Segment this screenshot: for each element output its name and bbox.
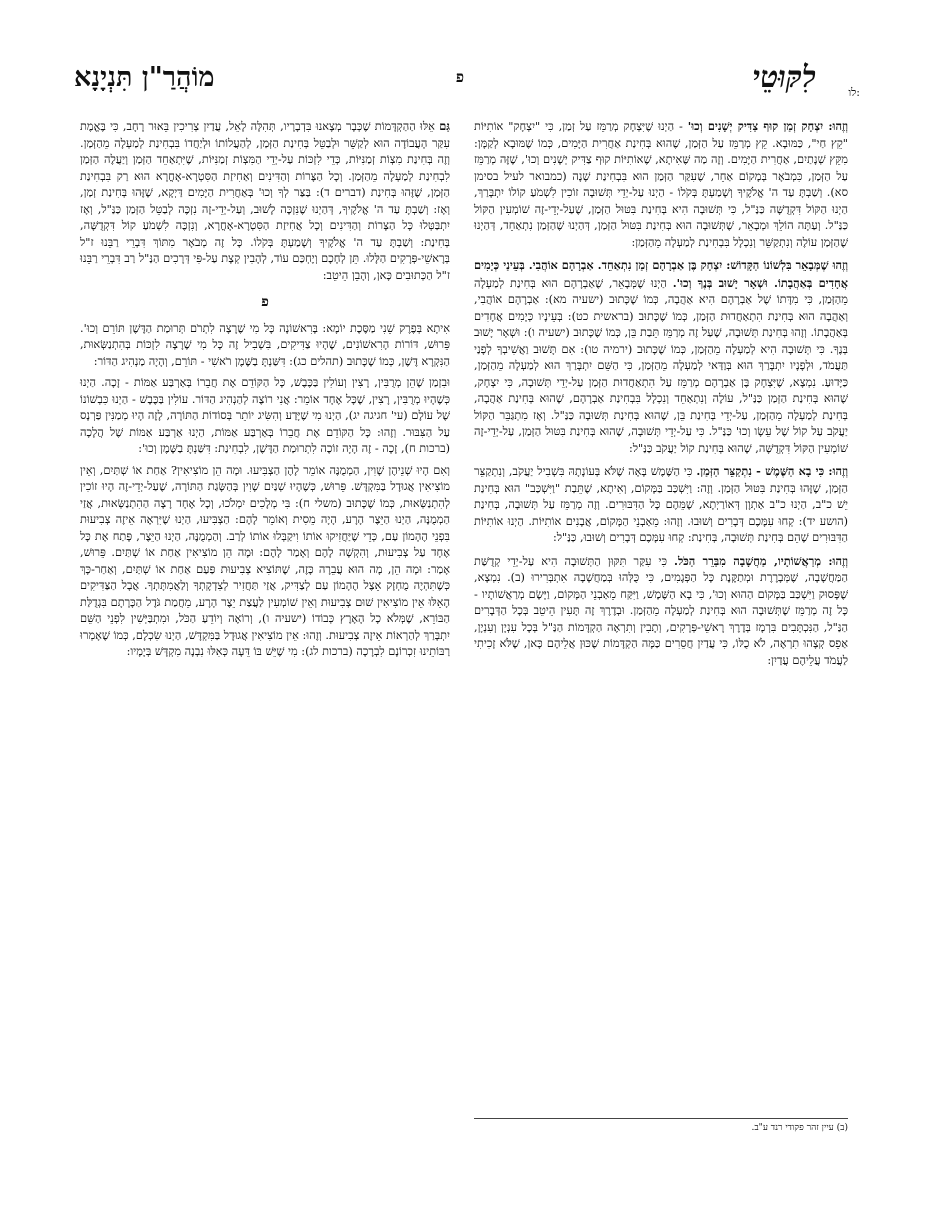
paragraph — [80, 321, 450, 371]
right-column — [474, 118, 848, 675]
folio-number: לו: — [848, 86, 860, 99]
paragraph-lead: וְזֶהוּ: מְרַאֲשׁוֹתָיו, מַחֲשָׁבָה מִבַּרֵר הַכֹּל. — [674, 553, 848, 568]
paragraph-lead: אִיתָא — [426, 321, 450, 335]
paragraph-lead: וְזֶהוּ: יִצְחָק זְמַן קוּף צַדִּיק יְשָׁנִים וְכוּ' — [687, 119, 848, 133]
paragraph-text: הָיוּ שְׁנֵיהֶן שָׁוִין, הַמְמֻנֶּה אוֹמֵר לָהֶן הַצְבִּיעוּ. וּמָה הֵן מוֹצִיאִין? אַחַת אוֹ שְׁתַּיִם, וְאֵין מוֹצִיאִין אֲגוּדָל בַּמִּקְדָּשׁ. פֵּרוּשׁ, כְּשֶׁהָיוּ שְׁנַיִם שָׁוִין בְּהַשָּׂגַת הַתּוֹרָה, שֶׁעַל-יְדֵי-זֶה הָיוּ זוֹכִין לְהִתְנַשְּׂאוּת, כְּמוֹ שֶׁכָּתוּב (משלי ח): בִּי מְלָכִים יִמְלֹכוּ, וְכָל אֶחָד רָצָה הַהִתְנַשְּׂאוּת, אֲזַי הַמְמֻנֶּה, הַיְנוּ הַיֵּצֶר הָרָע, הָיָה מֵסִית וְאוֹמֵר לָהֶם: הַצְבִּיעוּ, הַיְנוּ שֶׁיִּרְאֶה אֵיזֶה צְבִיעוּת בִּפְנֵי הֶהָמוֹן עַם, כְּדֵי שֶׁיַּחֲזִיקוּ אוֹתוֹ וִיקַבְּלוּ אוֹתוֹ לְרַב. וְהַמְמֻנֶּה, הַיְנוּ הַיֵּצֶר, פָּתַח אֶת כָּל אֶחָד עַל צְבִיעוּת, וְהִקְשָׁה לָהֶם וְאָמַר לָהֶם: וּמָה הֵן מוֹצִיאִין אַחַת אוֹ שְׁתַּיִם. פֵּרוּשׁ, אָמַר: וּמָה הֵן, מָה הוּא עֲבֵרָה כָּזֶה, שֶׁתּוֹצִיא צְבִיעוּת פַּעַם אַחַת אוֹ שְׁתַּיִם, וְאַחַר-כָּךְ כְּשֶׁתִּהְיֶה מֻחְזָק אֵצֶל הֶהָמוֹן עַם לְצַדִּיק, אֲזַי תַּחֲזִיר לְצִדְקָתְךָ וְלַאֲמִתָּתְךָ. אֲבָל הַצַּדִּיקִים הָאֵלּוּ אֵין מוֹצִיאִין שׁוּם צְבִיעוּת וְאֵין שׁוֹמְעִין לַעֲצַת יֵצֶר הָרָע, מֵחֲמַת גֹּדֶל הַכָּרָתָם בִּגְדֻלַּת הַבּוֹרֵא, שֶׁמְּלֹא כָל הָאָרֶץ כְּבוֹדוֹ (ישעיה ו), וְרוֹאֶה וְיוֹדֵעַ הַכֹּל, וּמִתְבַּיְּשִׁין לִפְנֵי הַשֵּׁם יִתְבָּרַךְ לְהַרְאוֹת אֵיזֶה צְבִיעוּת. וְזֶהוּ: אֵין מוֹצִיאִין אֲגוּדָל בַּמִּקְדָּשׁ, הַיְנוּ שִׂכְלָם, כְּמוֹ שֶׁאָמְרוּ רַבּוֹתֵינוּ זִכְרוֹנָם לִבְרָכָה (ברכות לג): מִי שֶׁיֵּשׁ בּוֹ דֵּעָה כְּאִלּוּ נִבְנָה מִקְדָּשׁ בְּיָמָיו: — [80, 463, 450, 658]
paragraph — [474, 553, 848, 670]
paragraph-lead: וּבִזְמַן — [428, 376, 450, 389]
paragraph-lead: גַּם — [439, 119, 450, 133]
paragraph — [80, 118, 450, 284]
book-title-left: מוֹהֲרַ"ן תִּנְיָנָא — [74, 62, 215, 93]
left-column — [80, 118, 450, 666]
book-title-right: לִקּוּטֵי — [752, 60, 816, 95]
page-header — [74, 58, 860, 99]
paragraph — [80, 375, 450, 458]
paragraph-text: כִּי עִקַּר תִּקּוּן הַתְּשׁוּבָה הִיא עַל-יְדֵי קְדֻשַּׁת הַמַּחֲשָׁבָה, שֶׁמְּבָרֶרֶת וּמְתַקֶּנֶת כָּל הַפְּגָמִים, כִּי כֻּלְּהוּ בְּמַחֲשָׁבָה אִתְבְּרִירוּ (ב). נִמְצָא, שֶׁפָּסוּק וַיִּשְׁכַּב בַּמָּקוֹם הַהוּא וְכוּ', כִּי בָא הַשֶּׁמֶשׁ, וַיִּקַּח מֵאַבְנֵי הַמָּקוֹם, וַיָּשֶׂם מְרַאֲשׁוֹתָיו - כָּל זֶה מְרַמֵּז שֶׁתְּשׁוּבָה הוּא בְּחִינַת לְמַעְלָה מֵהַזְּמַן. וּבְדֶרֶךְ זֶה תָּעִין הֵיטֵב בְּכָל הַדְּבָרִים הַנַּ"ל, הַנִּכְתָּבִים בִּרְמָז בְּדֶרֶךְ רָאשֵׁי-פְּרָקִים, וְתָבִין וְתִרְאֶה הַקְדָּמוֹת הַנַּ"ל בְּכָל עִנְיָן וְעִנְיָן, אַפֵס קְצָהוּ תִרְאֶה, לֹא כֻלּוֹ, כִּי עֲדַיִן חֲסֵרִים כַּמָּה הַקְדָּמוֹת שֶׁכּוּן אֲלֵיהֶם כָּאן, שֶׁלֹּא זָכִיתִי לַעֲמֹד עֲלֵיהֶם עֲדַיִן: — [474, 554, 848, 667]
paragraph — [474, 463, 848, 547]
paragraph-text: כִּי הַשֶּׁמֶשׁ בָּאָה שֶׁלֹּא בְּעוֹנָתָהּ בִּשְׁבִיל יַעֲקֹב, וְנִתְקַצֵּר הַזְּמַן, שֶׁזֶּהוּ בְּחִינַת בִּטּוּל הַזְּמַן. וְזֶה: וַיִּשְׁכַּב בַּמָּקוֹם, וְאִיתָא, שֶׁתֵּבַת "וַיִּשְׁכַּב" הוּא בְּחִינַת יֵשׁ כ"ב, הַיְנוּ כ"ב אַתְוָן דְּאוֹרַיְתָא, שֶׁמֵּהֶם כָּל הַדִּבּוּרִים. וְזֶה מְרַמֵּז עַל תְּשׁוּבָה, בְּחִינַת (הושע יד): קְחוּ עִמָּכֶם דְּבָרִים וְשׁוּבוּ. וְזֶהוּ: מֵאַבְנֵי הַמָּקוֹם, אֲבָנִים אוֹתִיּוֹת. הַיְנוּ אוֹתִיּוֹת הַדִּבּוּרִים שֶׁהֵם בְּחִינַת תְּשׁוּבָה, בְּחִינַת: קְחוּ עִמָּכֶם דְּבָרִים וְשׁוּבוּ, כַּנַּ"ל: — [474, 465, 848, 544]
paragraph-text: הַיְנוּ שֶׁמְּבָאֵר, שֶׁאַבְרָהָם הוּא בְּחִינַת לְמַעְלָה מֵהַזְּמַן, כִּי מִדָּתוֹ שֶׁל אַבְרָהָם הִיא אַהֲבָה, כְּמוֹ שֶׁכָּתוּב (ישעיה מא): אַבְרָהָם אוֹהֲבִי, וְאַהֲבָה הוּא בְּחִינַת הִתְאַחֲדוּת הַזְּמַן, כְּמוֹ שֶׁכָּתוּב (בראשית כט): בְּעֵינָיו כְּיָמִים אֲחָדִים בְּאַהֲבָתוֹ. וְזֶהוּ בְּחִינַת תְּשׁוּבָה, שֶׁעַל זֶה מְרַמֵּז תֵּבַת בֵּן, כְּמוֹ שֶׁכָּתוּב (ישעיה ו): וּשְׁאָר יָשׁוּב בְּנֶךָ. כִּי תְּשׁוּבָה הִיא לְמַעְלָה מֵהַזְּמַן, כְּמוֹ שֶׁכָּתוּב (ירמיה טו): אִם תָּשׁוּב וַאֲשִׁיבְךָ לְפָנַי תַּעֲמֹד, וּלְפָנָיו יִתְבָּרַךְ הוּא בְּוַדַּאי לְמַעְלָה מֵהַזְּמַן, כִּי הַשֵּׁם יִתְבָּרַךְ הוּא לְמַעְלָה מֵהַזְּמַן, כַּיָּדוּעַ. נִמְצָא, שֶׁיִּצְחָק בֶּן אַבְרָהָם מְרַמֵּז עַל הִתְאַחֲדוּת הַזְּמַן עַל-יְדֵי תְּשׁוּבָה, כִּי יִצְחָק, שֶׁהוּא בְּחִינַת הַזְּמַן כַּנַּ"ל, עוֹלֶה וְנִתְאַחֵד וְנִכְלָל בִּבְחִינַת אַבְרָהָם, שֶׁהוּא בְּחִינַת אַהֲבָה, בְּחִינַת לְמַעְלָה מֵהַזְּמַן, עַל-יְדֵי בְּחִינַת בֵּן, שֶׁהוּא בְּחִינַת תְּשׁוּבָה כַּנַּ"ל. וְאָז מִתְגַּבֵּר הַקּוֹל יַעֲקֹב עַל קוֹל שֶׁל עֵשָׂו וְכוּ' כַּנַּ"ל. כִּי עַל-יְדֵי תְּשׁוּבָה, שֶׁהוּא בְּחִינַת בִּטּוּל הַזְּמַן, עַל-יְדֵי-זֶה שׁוֹמְעִין הַקּוֹל דִּקְדֻשָּׁה, שֶׁהוּא בְּחִינַת קוֹל יַעֲקֹב כַּנַּ"ל: — [474, 276, 848, 455]
paragraph-text: בְּפֶרֶק שֵׁנִי מַסֶּכֶת יוֹמָא: בָּרִאשׁוֹנָה כָּל מִי שֶׁרָצָה לִתְרֹם תְּרוּמַת הַדֶּשֶׁן תּוֹרֵם וְכוּ'. פֵּרוּשׁ, דּוֹרוֹת הָרִאשׁוֹנִים, שֶׁהָיוּ צַדִּיקִים, בִּשְׁבִיל זֶה כָּל מִי שֶׁרָצָה לִזְכּוֹת בְּהִתְנַשְּׂאוּת, הַנִּקְרָא דֶּשֶׁן, כְּמוֹ שֶׁכָּתוּב (תהלים כג): דִּשַּׁנְתָּ בַשֶּׁמֶן רֹאשִׁי - תּוֹרֵם, וְהָיָה מַנְהִיג הַדּוֹר: — [80, 321, 450, 368]
paragraph — [474, 118, 848, 251]
paragraph-text: - הַיְנוּ שֶׁיִּצְחָק מְרַמֵּז עַל זְמַן, כִּי "יִצְחָק" אוֹתִיּוֹת "קֵץ חַי", כַּמּוּבָא. קֵץ מְרַמֵּז עַל הַזְּמַן, שֶׁהוּא בְּחִינַת אַחֲרִית הַיָּמִים, כְּמוֹ שֶׁמּוּבָא לְקַמָּן: מִקֵּץ שְׁנָתַיִם, אַחֲרִית הַיָּמִים. וְזֶה מַה שֶּׁאִיתָא, שֶׁאוֹתִיּוֹת קוּף צַדִּיק יְשָׁנִים וְכוּ', שֶׁזֶּה מְרַמֵּז עַל הַזְּמַן, כִּמְבֹאָר בְּמָקוֹם אַחֵר, שֶׁעִקַּר הַזְּמַן הוּא בִּבְחִינַת שָׁנָה (כמבואר לעיל בסימן סא). וְשַׁבְתָּ עַד ה' אֱלֹקֶיךָ וְשָׁמַעְתָּ בְּקֹלוֹ - הַיְנוּ עַל-יְדֵי תְּשׁוּבָה זוֹכִין לִשְׁמֹעַ קוֹלוֹ יִתְבָּרַךְ, הַיְנוּ הַקּוֹל דִּקְדֻשָּׁה כַּנַּ"ל, כִּי תְּשׁוּבָה הִיא בְּחִינַת בִּטּוּל הַזְּמַן, שֶׁעַל-יְדֵי-זֶה שׁוֹמְעִין הַקּוֹל כַּנַּ"ל. וְעַתָּה הוֹלֵךְ וּמְבָאֵר, שֶׁתְּשׁוּבָה הוּא בְּחִינַת בִּטּוּל הַזְּמַן, דְּהַיְנוּ שֶׁהַזְּמַן נִתְאַחֵד, דְּהַיְנוּ שֶׁהַזְּמַן עוֹלֶה וְנִתְקַשֵּׁר וְנִכְלָל בִּבְחִינַת לְמַעְלָה מֵהַזְּמַן: — [474, 120, 848, 249]
paragraph-lead: וְזֶהוּ: כִּי בָא הַשֶּׁמֶשׁ - נִתְקַצֵּר הַזְּמַן. — [696, 464, 849, 478]
section-separator: פ — [261, 294, 269, 310]
paragraph — [474, 257, 848, 457]
paragraph-text: שֶׁהֵן מְרֻבִּין, רָצִין וְעוֹלִין בַּכֶּבֶשׁ, כָּל הַקּוֹדֵם אֶת חֲבֵרוֹ בְּאַרְבַּע אַמּוֹת - זָכָה. הַיְנוּ כְּשֶׁהָיוּ מְרֻבִּין, רָצִין, שֶׁכָּל אֶחָד אוֹמֵר: אֲנִי רוֹצֶה לְהַנְהִיג הַדּוֹר. עוֹלִין בַּכֶּבֶשׁ - הַיְנוּ כִּבְשׁוֹנוֹ שֶׁל עוֹלָם (עי' חגיגה יג), הַיְנוּ מִי שֶׁיָּדַע וְהִשִּׂיג יוֹתֵר בְּסוֹדוֹת הַתּוֹרָה, לָזֶה הָיוּ מְמַנִּין פַּרְנָס עַל הַצִּבּוּר. וְזֶהוּ: כָּל הַקּוֹדֵם אֶת חֲבֵרוֹ בְּאַרְבַּע אַמּוֹת, הַיְנוּ אַרְבַּע אַמּוֹת שֶׁל הֲלָכָה (ברכות ח), זָכָה - זֶה הָיָה זוֹכֶה לִתְרוּמַת הַדֶּשֶׁן, לִבְחִינַת: דִּשַּׁנְתָּ בַשֶּׁמֶן וְכוּ': — [80, 376, 450, 455]
paragraph-text: אֵלּוּ הַהַקְדָּמוֹת שֶׁכְּבָר מְצָאנוּ בִּדְבָרָיו, תְּהִלָּה לָאֵל, עֲדַיִן צְרִיכִין בֵּאוּר רָחָב, כִּי בֶּאֱמֶת עִקַּר הָעֲבוֹדָה הוּא לְקַשֵּׁר וּלְבַטֵּל בְּחִינַת הַזְּמַן, לְהַעֲלוֹתוֹ וּלְיַחֲדוֹ בִּבְחִינַת לְמַעְלָה מֵהַזְּמַן. וְזֶה בְּחִינַת מִצְוֹת זְמַנִּיּוֹת, כְּדֵי לִזְכּוֹת עַל-יְדֵי הַמִּצְוֹת זְמַנִּיּוֹת, שֶׁיִּתְאַחֵד הַזְּמַן וְיַעֲלֶה הַזְּמַן לִבְחִינַת לְמַעְלָה מֵהַזְּמַן. וְכָל הַצָּרוֹת וְהַדִּינִים וְאַחִיזַת הַסִּטְרָא-אָחֳרָא הוּא רַק בִּבְחִינַת הַזְּמַן, שֶׁזֶּהוּ בְּחִינַת (דברים ד): בַּצַּר לְךָ וְכוּ' בְּאַחֲרִית הַיָּמִים דַּיְקָא, שֶׁזֶּהוּ בְּחִינַת זְמַן, וְאָז: וְשַׁבְתָּ עַד ה' אֱלֹקֶיךָ, דְּהַיְנוּ שֶׁנִּזְכֶּה לָשׁוּב, וְעַל-יְדֵי-זֶה נִזְכֶּה לְבַטֵּל הַזְּמַן כַּנַּ"ל, וְאָז יִתְבַּטְּלוּ כָּל הַצָּרוֹת וְהַדִּינִים וְכָל אֲחִיזַת הַסִּטְרָא-אָחֳרָא, וְנִזְכֶּה לִשְׁמֹעַ קוֹל דִּקְדֻשָּׁה, בְּחִינַת: וְשַׁבְתָּ עַד ה' אֱלֹקֶיךָ וְשָׁמַעְתָּ בְּקֹלוֹ. כָּל זֶה מְבֹאָר מִתּוֹךְ דִּבְרֵי רַבֵּנוּ ז"ל בְּרָאשֵׁי-פְּרָקִים הַלָּלוּ. תֵּן לְחָכָם וְיֶחְכַּם עוֹד, לְהָבִין קְצָת עַל-פִּי דְּרָכִים הַנַּ"ל רַב דִּבְרֵי רַבֵּנוּ ז"ל הַכְּתוּבִים כָּאן, וְהָבֵן הֵיטֵב: — [80, 120, 450, 282]
page-number: פ — [455, 68, 465, 86]
footnote: (ב) עיין זהר פקודי רנד ע"ב. — [474, 1118, 848, 1133]
paragraph-lead: וְאִם — [433, 463, 450, 477]
paragraph — [80, 463, 450, 661]
paragraph-lead: וְזֶהוּ שֶׁמְּבָאֵר בִּלְשׁוֹנוֹ הַקָּדוֹשׁ: יִצְחָק בֶּן אַבְרָהָם זְמַן נִתְאַחֵד. אַבְרָהָם אוֹהֲבִי. בְּעֵינַי כְּיָמִים אֲחָדִים בְּאַהֲבָתוֹ. וּשְׁאָר יָשׁוּב בְּנֶךָ וְכוּ'. — [474, 258, 848, 290]
